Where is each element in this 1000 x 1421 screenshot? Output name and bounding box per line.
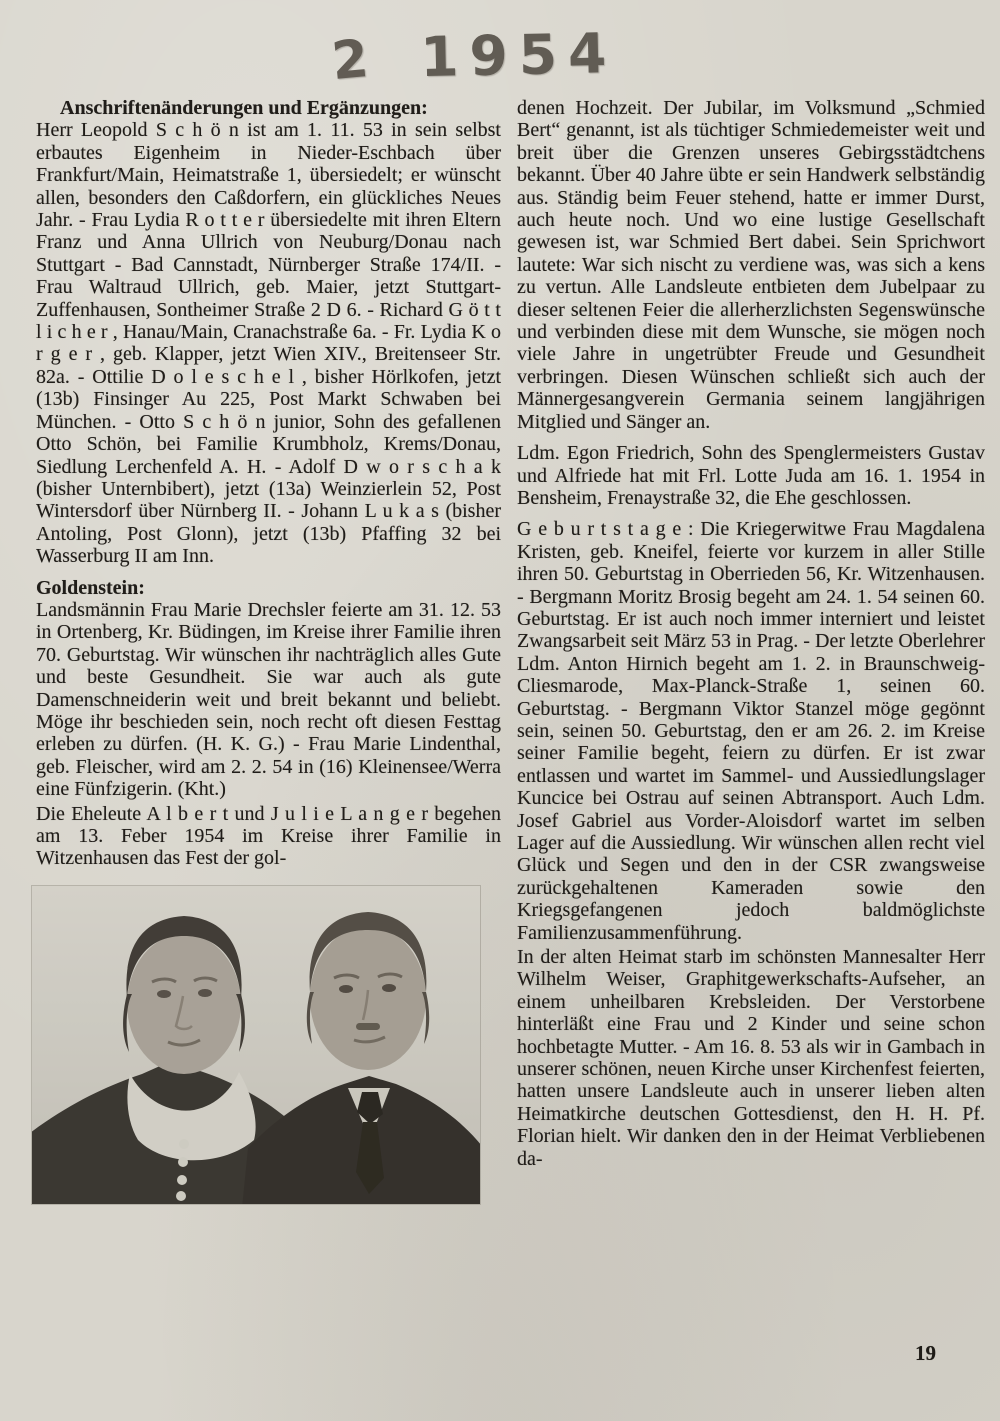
heading-goldenstein: Goldenstein: — [36, 576, 145, 599]
paragraph-eheschliessung-friedrich: Ldm. Egon Friedrich, Sohn des Spenglermeisters Gustav und Alfriede hat mit Frl. Lotte Juda am 16. 1. 1954 in Bensheim, Frenaystraße 32, die Ehe geschlossen. — [517, 442, 985, 509]
left-column — [36, 97, 501, 1204]
paragraph-heimat-nachrichten: In der alten Heimat starb im schönsten Mannesalter Herr Wilhelm Weiser, Graphitgewerkschafts-Aufseher, an einem unheilbaren Krebsleiden. Der Verstorbene hinterläßt eine Frau und 2 Kinder und seine schon hochbetagte Mutter. - Am 16. 8. 53 als wir in Gambach in unserer schönen, neuen Kirche unser Kirchenfest feierten, hatten unsere Landsleute auch in unserer lieben alten Heimatkirche deutschen Gottesdienst, den H. H. Pf. Florian hielt. Wir danken den in der Heimat Verbliebenen da- — [517, 946, 985, 1170]
paragraph-goldene-hochzeit: denen Hochzeit. Der Jubilar, im Volksmund „Schmied Bert“ genannt, ist als tüchtiger Schmiedemeister weit und breit über die Grenzen unseres Gebirgsstädtchens bekannt. Über 40 Jahre übte er sein Handwerk selbständig aus. Ständig beim Feuer stehend, hatte er immer Durst, auch heute noch. Und wo eine lustige Gesellschaft gewesen ist, war Schmied Bert dabei. Sein Sprichwort lautete: War sich nischt zu verdiene was, was sich a kens zu vertun. Alle Landsleute entbieten dem Jubelpaar zu dieser seltenen Feier die allerherzlichsten Segenswünsche und verbinden diese mit dem Wunsche, sie mögen noch viele Jahre in ungetrübter Freude und Gesundheit verbringen. Diesen Wünschen schließt sich auch der Männergesangverein Germania seinem langjährigen Mitglied und Sänger an. — [517, 97, 985, 433]
couple-photo — [32, 886, 480, 1204]
paragraph-geburtstage: G e b u r t s t a g e : Die Kriegerwitwe Frau Magdalena Kristen, geb. Kneifel, feierte vor kurzem in aller Stille ihren 50. Geburtstag in Oberrieden 56, Kr. Witzenhausen. - Bergmann Moritz Brosig begeht am 24. 1. 54 seinen 60. Geburtstag. Er ist auch noch immer interniert und leistet Zwangsarbeit seit März 53 in Prag. - Der letzte Oberlehrer Ldm. Anton Hirnich begeht am 1. 2. in Braunschweig-Cliesmarode, Max-Planck-Straße 1, seinen 60. Geburtstag. - Bergmann Viktor Stanzel möge gegönnt sein, seinen 50. Geburtstag, den er am 26. 2. im Kreise seiner Familie begeht, feiern zu dürfen. Er ist zwar entlassen und wartet im Sammel- und Aussiedlungslager Kuncice bei Ostrau auf seinen Abtransport. Auch Ldm. Josef Gabriel aus Vorder-Aloisdorf wartet im selben Lager auf die Aussiedlung. Wir wünschen allen recht viel Glück und Segen und den in der CSR zwangsweise zurückgehaltenen Kameraden sowie den Kriegsgefangenen jedoch baldmöglichste Familienzusammenführung. — [517, 518, 985, 944]
stamp-year: 1954 — [419, 21, 618, 90]
right-column — [517, 97, 985, 1170]
paragraph-eheleute-langer: Die Eheleute A l b e r t und J u l i e L a n g e r begehen am 13. Feber 1954 im Kreise ihrer Familie in Witzenhausen das Fest der gol- — [36, 802, 501, 870]
paragraph-anschriftenaenderungen: Herr Leopold S c h ö n ist am 1. 11. 53 in sein selbst erbautes Eigenheim in Nieder-Eschbach über Frankfurt/Main, Heimatstraße 1, übersiedelt; er wünscht allen, besonders den Caßdorfern, ein glückliches Neues Jahr. - Frau Lydia R o t t e r übersiedelte mit ihren Eltern Franz und Anna Ullrich von Neuburg/Donau nach Stuttgart - Bad Cannstadt, Nürnberger Straße 174/II. - Frau Waltraud Ullrich, geb. Maier, jetzt Stuttgart-Zuffenhausen, Sontheimer Straße 2 D 6. - Richard G ö t t l i c h e r , Hanau/Main, Cranachstraße 6a. - Fr. Lydia K o r g e r , geb. Klapper, jetzt Wien XIV., Breitenseer Str. 82a. - Ottilie D o l e s c h e l , bisher Hörlkofen, jetzt (13b) Finsinger Au 225, Post Markt Schwaben bei München. - Otto S c h ö n junior, Sohn des gefallenen Otto Schön, bei Familie Krumbholz, Krems/Donau, Siedlung Lerchenfeld A. H. - Adolf D w o r s c h a k (bisher Unternbibert), jetzt (13a) Weinzierlein 52, Post Wintersdorf über Nürnberg II. - Johann L u k a s (bisher Antoling, Post Glonn), jetzt (13b) Pfaffing 32 bei Wasserburg II am Inn. — [36, 119, 501, 568]
stamp-issue-number: 2 — [329, 29, 371, 93]
handwritten-stamp — [331, 23, 618, 91]
paragraph-goldenstein: Landsmännin Frau Marie Drechsler feierte am 31. 12. 53 in Ortenberg, Kr. Büdingen, im Kreise ihrer Familie ihren 70. Geburtstag. Wir wünschen ihr nachträglich alles Gute und beste Gesundheit. Sie war auch als gute Damenschneiderin weit und breit bekannt und beliebt. Möge ihr beschieden sein, noch recht oft diesen Festtag erleben zu dürfen. (H. K. G.) - Frau Marie Lindenthal, geb. Fleischer, wird am 2. 2. 54 in (16) Kleinensee/Werra eine Fünfzigerin. (Kht.) — [36, 598, 501, 801]
page-number: 19 — [915, 1341, 936, 1365]
photo-grain-overlay — [32, 886, 480, 1204]
heading-anschriftenaenderungen: Anschriftenänderungen und Ergänzungen: — [60, 97, 428, 119]
